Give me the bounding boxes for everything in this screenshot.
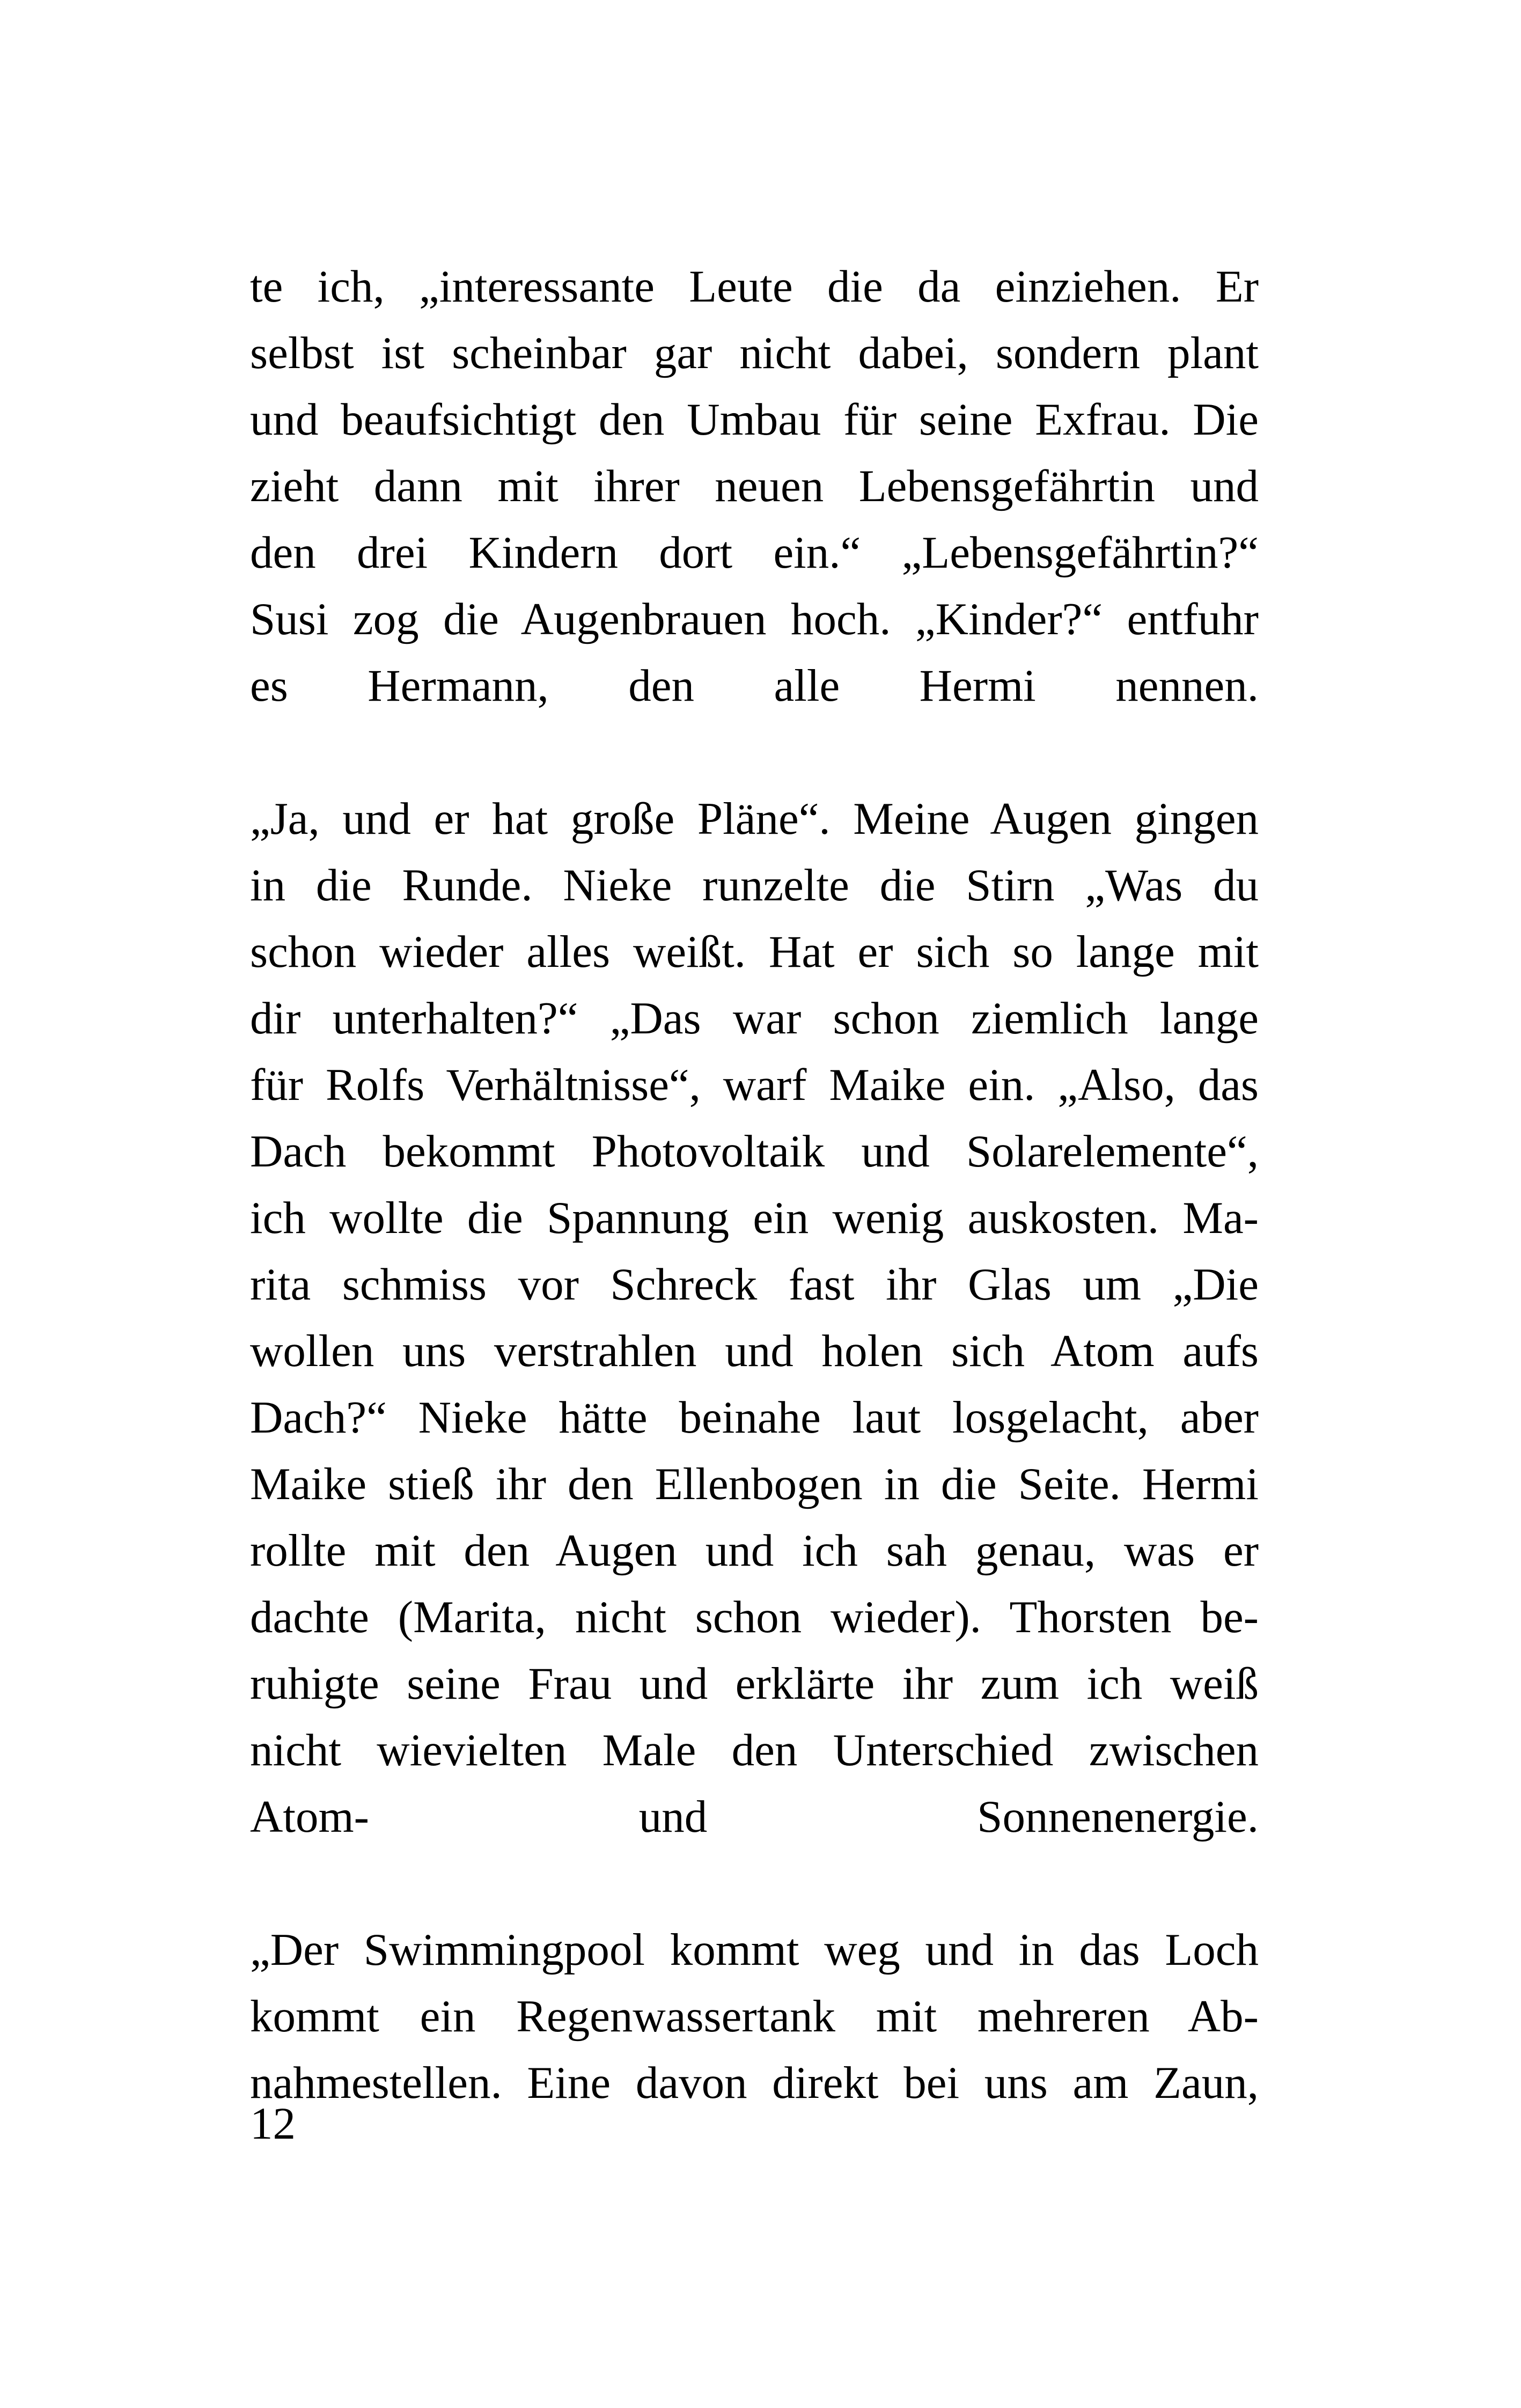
text-line: Susi zog die Augenbrauen hoch. „Kinder?“ entfuhr xyxy=(250,594,1259,644)
text-line: Maike stieß ihr den Ellenbogen in die Seite. Hermi xyxy=(250,1459,1259,1509)
text-line: „Der Swimmingpool kommt weg und in das Loch xyxy=(250,1925,1259,1975)
text-line: Atom- und Sonnenenergie. xyxy=(250,1792,1259,1842)
paragraph-spacer xyxy=(250,1850,1259,1917)
text-line: nicht wievielten Male den Unterschied zwischen xyxy=(250,1725,1259,1775)
paragraph-2 xyxy=(250,785,1259,1850)
text-line: dachte (Marita, nicht schon wieder). Thorsten be- xyxy=(250,1592,1259,1642)
text-line: in die Runde. Nieke runzelte die Stirn „Was du xyxy=(250,860,1259,911)
text-line: den drei Kindern dort ein.“ „Lebensgefährtin?“ xyxy=(250,527,1259,578)
text-line: Dach?“ Nieke hätte beinahe laut losgelacht, aber xyxy=(250,1392,1259,1443)
text-line: Dach bekommt Photovoltaik und Solarelemente“, xyxy=(250,1126,1259,1177)
text-line: rollte mit den Augen und ich sah genau, was er xyxy=(250,1525,1259,1576)
text-line: nahmestellen. Eine davon direkt bei uns am Zaun, xyxy=(250,2058,1259,2108)
text-line: für Rolfs Verhältnisse“, warf Maike ein. „Also, das xyxy=(250,1060,1259,1110)
paragraph-spacer xyxy=(250,719,1259,785)
text-line: zieht dann mit ihrer neuen Lebensgefährtin und xyxy=(250,461,1259,511)
text-line: und beaufsichtigt den Umbau für seine Exfrau. Die xyxy=(250,394,1259,445)
text-line: es Hermann, den alle Hermi nennen. xyxy=(250,660,1259,711)
text-line: te ich, „interessante Leute die da einziehen. Er xyxy=(250,261,1259,312)
text-line: selbst ist scheinbar gar nicht dabei, sondern plant xyxy=(250,328,1259,378)
page-number: 12 xyxy=(250,2098,296,2149)
paragraph-3 xyxy=(250,1917,1259,2116)
text-line: ruhigte seine Frau und erklärte ihr zum ich weiß xyxy=(250,1658,1259,1709)
text-line: kommt ein Regenwassertank mit mehreren Ab- xyxy=(250,1991,1259,2042)
body-text xyxy=(250,253,1259,2116)
paragraph-1 xyxy=(250,253,1259,719)
text-line: schon wieder alles weißt. Hat er sich so lange mit xyxy=(250,927,1259,977)
text-line: wollen uns verstrahlen und holen sich Atom aufs xyxy=(250,1326,1259,1376)
text-line: rita schmiss vor Schreck fast ihr Glas um „Die xyxy=(250,1259,1259,1310)
text-line: dir unterhalten?“ „Das war schon ziemlich lange xyxy=(250,993,1259,1044)
text-line: „Ja, und er hat große Pläne“. Meine Augen gingen xyxy=(250,794,1259,844)
text-line: ich wollte die Spannung ein wenig auskosten. Ma- xyxy=(250,1193,1259,1243)
